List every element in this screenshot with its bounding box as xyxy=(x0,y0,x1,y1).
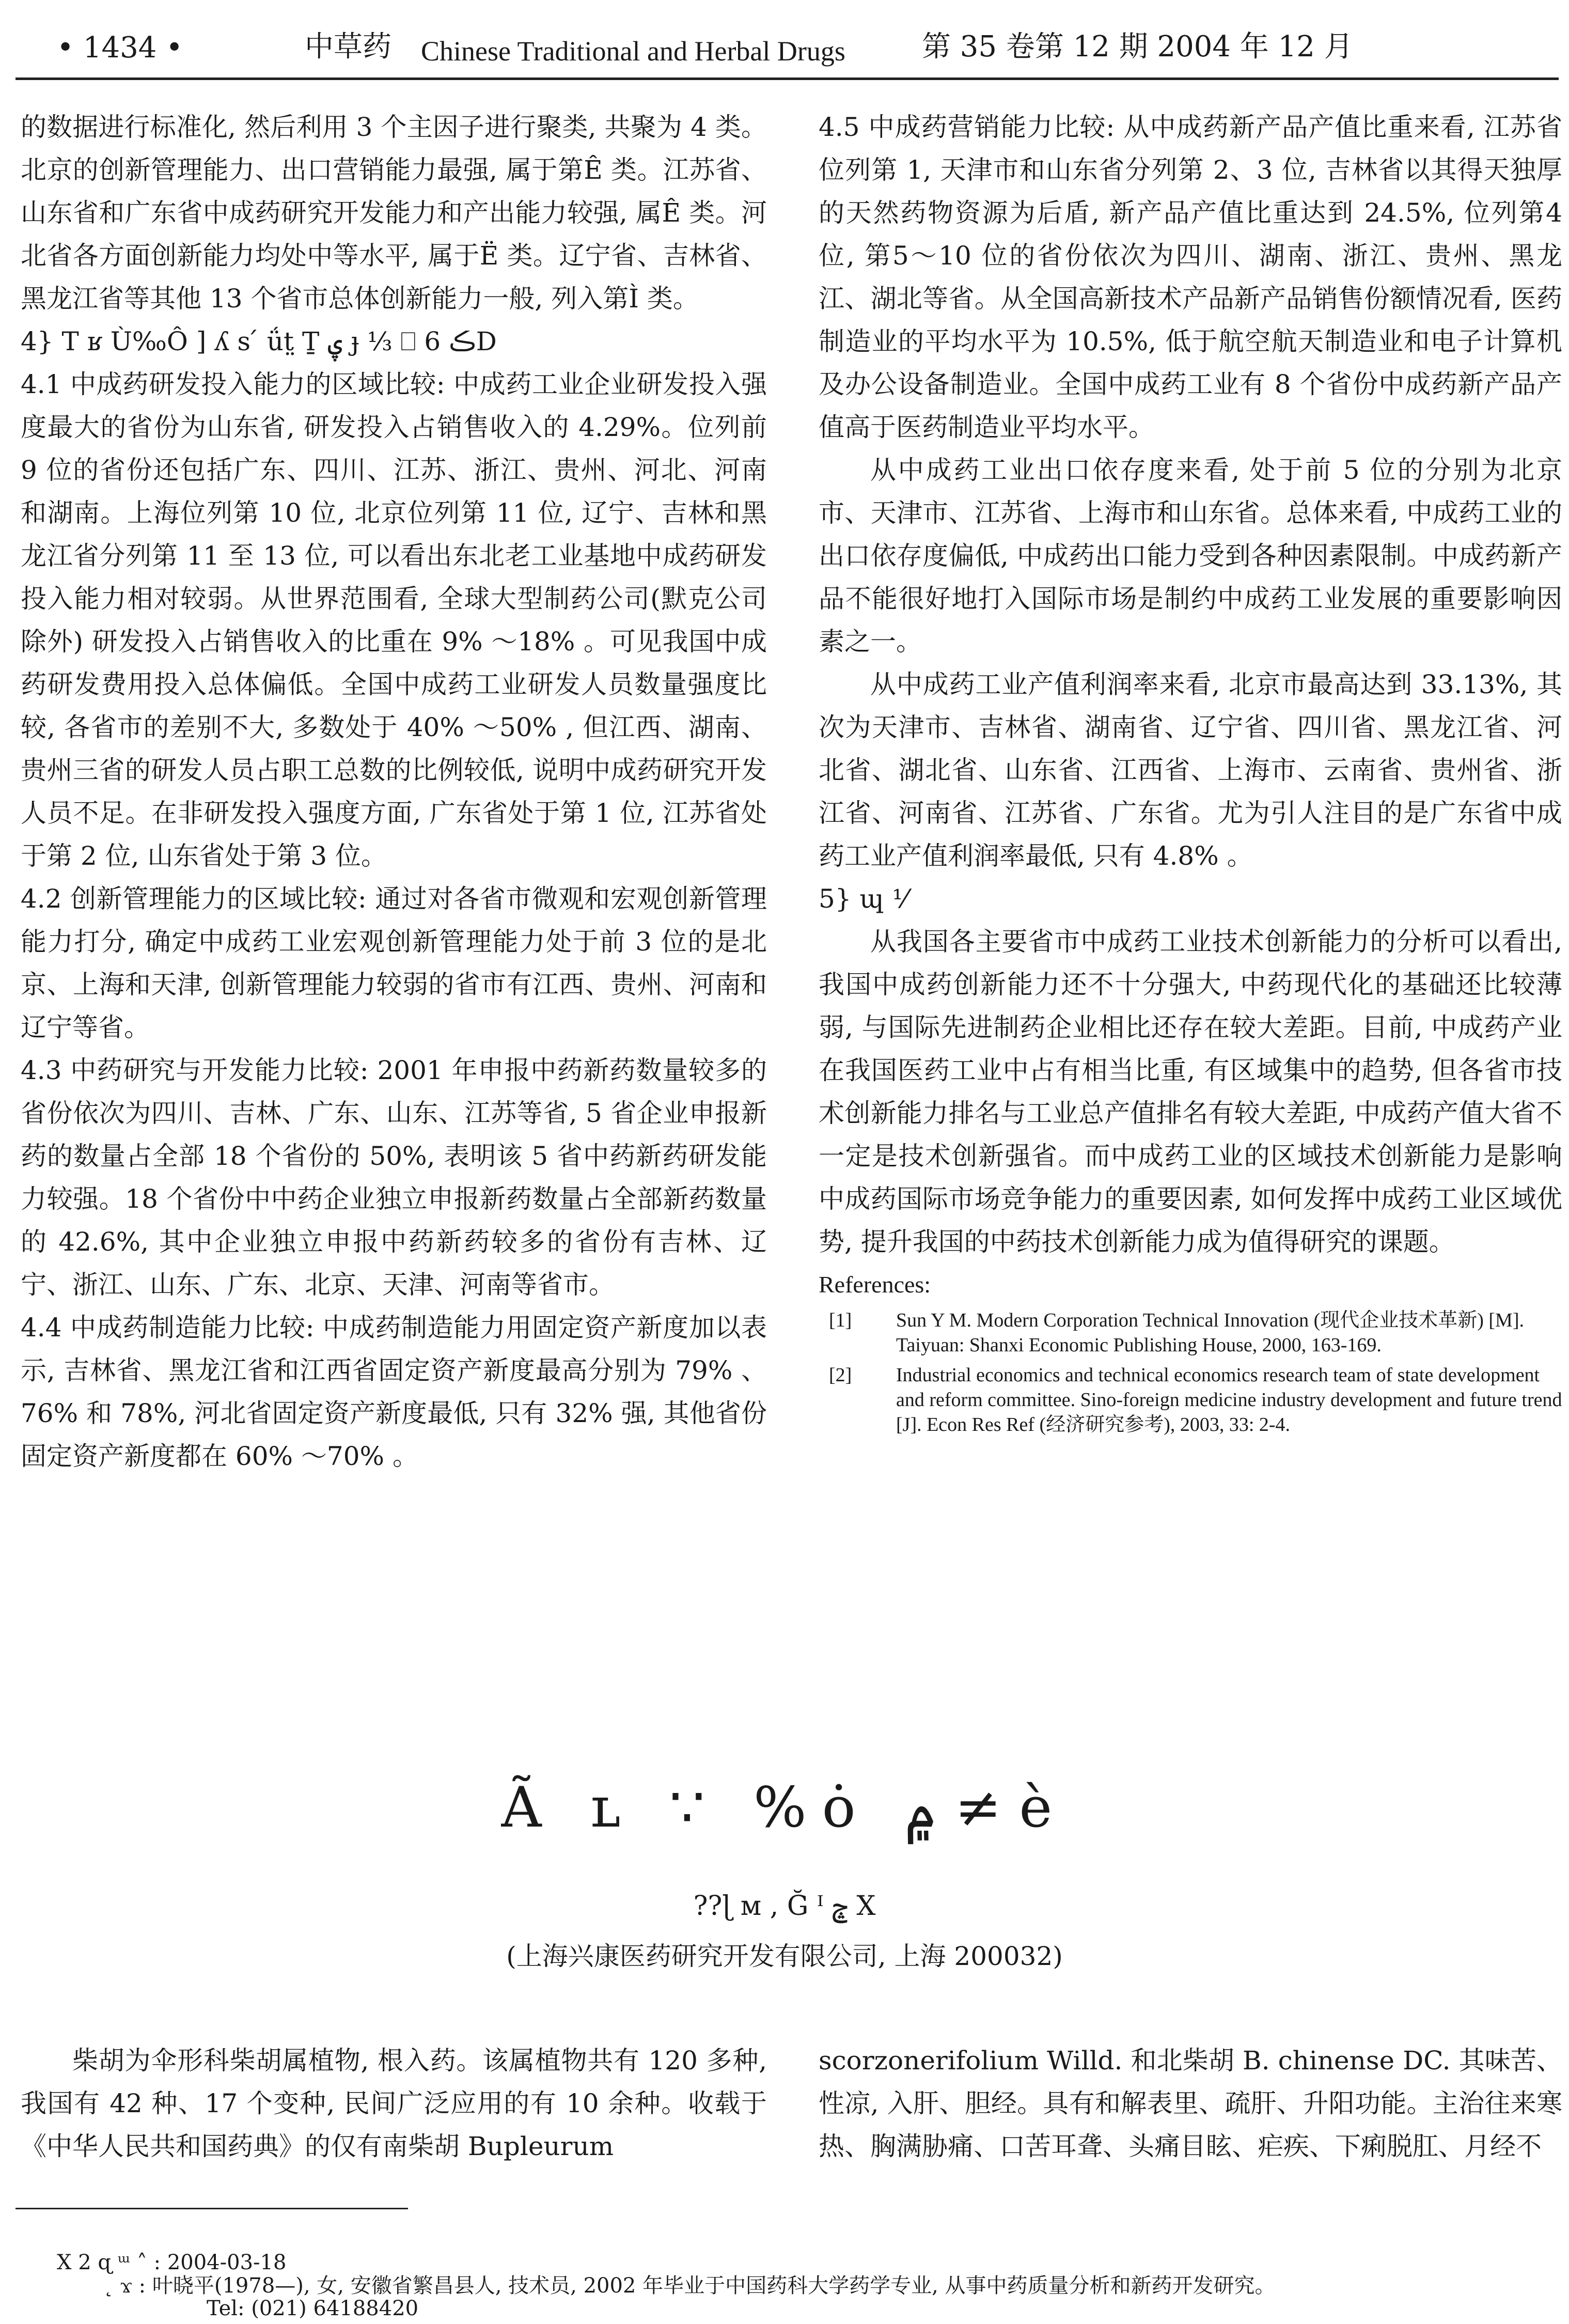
paragraph: 4.5 中成药营销能力比较: 从中成药新产品产值比重来看, 江苏省位列第 1, 天津市和山东省分列第 2、3 位, 吉林省以其得天独厚的天然药物资源为后盾, 新产品产值比重达到 24.5%, 位列第4 位, 第5～10 位的省份依次为四川、湖南、浙江、贵州、黑龙江、湖北等省。从全国高新技术产品新产品销售份额情况看, 医药制造业的平均水平为 10.5%, 低于航空航天制造业和电子计算机及办公设备制造业。全国中成药工业有 8 个省份中成药新产品产值高于医药制造业平均水平。 xyxy=(819,112,1562,442)
footnote-author: ˛ ϫ : 叶晓平(1978—), 女, 安徽省繁昌县人, 技术员, 2002 年毕业于中国药科大学药学专业, 从事中药质量分析和新药开发研究。 xyxy=(103,2274,1276,2298)
article-affiliation: (上海兴康医药研究开发有限公司, 上海 200032) xyxy=(506,1941,1063,1971)
journal-name-cn: 中草药 xyxy=(305,30,391,64)
section-heading-garbled: 5} ɰ ⅟ xyxy=(819,884,907,914)
paragraph: 4.1 中成药研发投入能力的区域比较: 中成药工业企业研发投入强度最大的省份为山东省, 研发投入占销售收入的 4.29%。位列前 9 位的省份还包括广东、四川、江苏、浙江、贵州、河北、河南和湖南。上海位列第 10 位, 北京位列第 11 位, 辽宁、吉林和黑龙江省分列第 11 至 13 位, 可以看出东北老工业基地中成药研发投入能力相对较弱。从世界范围看, 全球大型制药公司(默克公司除外) 研发投入占销售收入的比重在 9% ～18% 。可见我国中成药研发费用投入总体偏低。全国中成药工业研发人员数量强度比较, 各省市的差别不大, 多数处于 40% ～50% , 但江西、湖南、贵州三省的研发人员占职工总数的比例较低, 说明中成药研究开发人员不足。在非研发投入强度方面, 广东省处于第 1 位, 江苏省处于第 2 位, 山东省处于第 3 位。 xyxy=(21,369,767,871)
issue-info: 第 35 卷第 12 期 2004 年 12 月 xyxy=(922,30,1353,64)
section-heading-garbled: 4} T ʁ Ù‰Ô ] ʎ s ́ ǘt̤ Ṯ ۑ ɟ ⅓ ⎕ 6 ڪD xyxy=(21,326,497,356)
footnote-received: X 2 ɋ ᵚ ˄ : 2004-03-18 xyxy=(57,2251,287,2274)
paragraph: 从我国各主要省市中成药工业技术创新能力的分析可以看出, 我国中成药创新能力还不十分强大, 中药现代化的基础还比较薄弱, 与国际先进制药企业相比还存在较大差距。目前, 中成药产业在我国医药工业中占有相当比重, 有区域集中的趋势, 但各省市技术创新能力排名与工业总产值排名有较大差距, 中成药产值大省不一定是技术创新强省。而中成药工业的区域技术创新能力是影响中成药国际市场竞争能力的重要因素, 如何发挥中成药工业区域优势, 提升我国的中药技术创新能力成为值得研究的课题。 xyxy=(819,927,1562,1257)
header-rule xyxy=(15,77,1559,80)
page-number: • 1434 • xyxy=(57,31,183,65)
reference-number: [1] xyxy=(829,1309,852,1331)
reference-number: [2] xyxy=(829,1364,852,1386)
paragraph: 从中成药工业出口依存度来看, 处于前 5 位的分别为北京市、天津市、江苏省、上海市和山东省。总体来看, 中成药工业的出口依存度偏低, 中成药出口能力受到各种因素限制。中成药新产品不能很好地打入国际市场是制约中成药工业发展的重要影响因素之一。 xyxy=(819,455,1562,657)
reference-item xyxy=(819,1363,1562,1437)
references-heading: References: xyxy=(819,1271,931,1298)
paragraph: 4.4 中成药制造能力比较: 中成药制造能力用固定资产新度加以表示, 吉林省、黑龙江省和江西省固定资产新度最高分别为 79% 、76% 和 78%, 河北省固定资产新度最低, 只有 32% 强, 其他省份固定资产新度都在 60% ～70% 。 xyxy=(21,1313,767,1471)
paragraph: scorzonerifolium Willd. 和北柴胡 B. chinense DC. 其味苦、性凉, 入肝、胆经。具有和解表里、疏肝、升阳功能。主治往来寒热、胸满胁痛、口苦耳聋、头痛目眩、疟疾、下痢脱肛、月经不 xyxy=(819,2046,1562,2161)
article2-right-column xyxy=(819,2039,1562,2168)
footnote-tel: Tel: (021) 64188420 xyxy=(207,2297,419,2320)
article-authors-garbled: ??ɭ ᴍ , Ğ ᴵ ݘ X xyxy=(693,1891,876,1922)
journal-name-en: Chinese Traditional and Herbal Drugs xyxy=(421,36,845,67)
reference-text: Industrial economics and technical economics research team of state development and reform committee. Sino-foreign medicine industry development and future trend [J]. Econ Res Ref (经济研究参考), 2003, 33: 2-4. xyxy=(896,1364,1562,1436)
paragraph: 4.2 创新管理能力的区域比较: 通过对各省市微观和宏观创新管理能力打分, 确定中成药工业宏观创新管理能力处于前 3 位的是北京、上海和天津, 创新管理能力较弱的省市有江西、贵州、河南和辽宁等省。 xyxy=(21,884,767,1042)
left-column xyxy=(21,106,767,1478)
paragraph: 柴胡为伞形科柴胡属植物, 根入药。该属植物共有 120 多种, 我国有 42 种、17 个变种, 民间广泛应用的有 10 余种。收载于《中华人民共和国药典》的仅有南柴胡 Bupleurum xyxy=(21,2046,767,2161)
article-title-garbled: Ã ʟ ∵ %ȯ ۾ ≠ è xyxy=(501,1775,1068,1840)
paragraph: 4.3 中药研究与开发能力比较: 2001 年申报中药新药数量较多的省份依次为四川、吉林、广东、山东、江苏等省, 5 省企业申报新药的数量占全部 18 个省份的 50%, 表明该 5 省中药新药研发能力较强。18 个省份中中药企业独立申报新药数量占全部新药数量的 42.6%, 其中企业独立申报中药新药较多的省份有吉林、辽宁、浙江、山东、广东、北京、天津、河南等省市。 xyxy=(21,1055,767,1300)
paragraph: 的数据进行标准化, 然后利用 3 个主因子进行聚类, 共聚为 4 类。北京的创新管理能力、出口营销能力最强, 属于第Ê 类。江苏省、山东省和广东省中成药研究开发能力和产出能力较强, 属Ê 类。河北省各方面创新能力均处中等水平, 属于Ë 类。辽宁省、吉林省、黑龙江省等其他 13 个省市总体创新能力一般, 列入第Ì 类。 xyxy=(21,112,767,314)
right-column xyxy=(819,106,1562,1437)
article2-left-column xyxy=(21,2039,767,2168)
paragraph: 从中成药工业产值利润率来看, 北京市最高达到 33.13%, 其次为天津市、吉林省、湖南省、辽宁省、四川省、黑龙江省、河北省、湖北省、山东省、江西省、上海市、云南省、贵州省、浙江省、河南省、江苏省、广东省。尤为引人注目的是广东省中成药工业产值利润率最低, 只有 4.8% 。 xyxy=(819,669,1562,871)
footnote-rule xyxy=(15,2208,408,2209)
reference-text: Sun Y M. Modern Corporation Technical Innovation (现代企业技术革新) [M]. Taiyuan: Shanxi Economic Publishing House, 2000, 163-169. xyxy=(896,1309,1524,1356)
reference-item xyxy=(819,1308,1562,1358)
